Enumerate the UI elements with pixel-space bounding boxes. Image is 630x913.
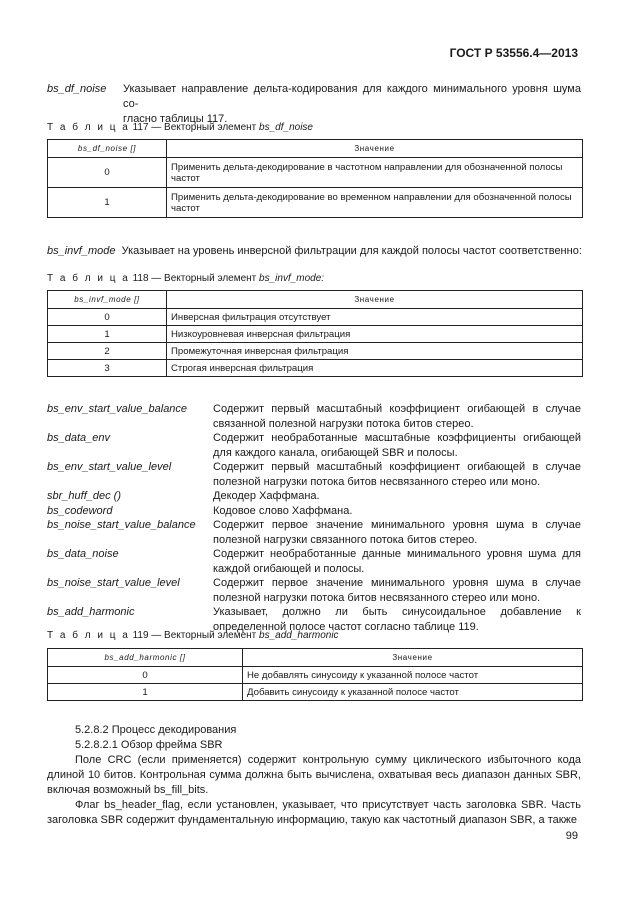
definition-list [47, 402, 581, 634]
def-row: bs_noise_start_value_level Содержит первое значение минимального уровня шума в случае полезной нагрузки потока битов несвязанного стерео или моно. [47, 577, 581, 604]
table-119 [47, 648, 583, 701]
term: bs_invf_mode [47, 245, 116, 257]
def-row: bs_data_env Содержит необработанные масштабные коэффициенты огибающей для каждого канала, огибающей SBR и полосы. [47, 432, 581, 459]
table-row: 0 Не добавлять синусоиду к указанной полосе частот [48, 667, 583, 684]
col-header: bs_add_harmonic [] [48, 649, 243, 667]
table-118-caption: Т а б л и ц а 118 — Векторный элемент bs_invf_mode: [47, 273, 325, 284]
table-row: 1 Применить дельта-декодирование во временном направлении для обозначенной полосы частот [48, 188, 583, 218]
table-row: 1 Добавить синусоиду к указанной полосе частот [48, 684, 583, 701]
table-row: 2 Промежуточная инверсная фильтрация [48, 343, 583, 360]
table-row: 3 Строгая инверсная фильтрация [48, 360, 583, 377]
document-header: ГОСТ Р 53556.4—2013 [449, 46, 578, 60]
table-row: 0 Применить дельта-декодирование в частотном направлении для обозначенной полосы частот [48, 158, 583, 188]
col-header: Значение [167, 291, 583, 309]
def-row: sbr_huff_dec () Декодер Хаффмана. [47, 490, 320, 502]
table-118 [47, 290, 583, 377]
term: bs_df_noise [47, 83, 107, 95]
desc-cont: гласно таблицы 117. [123, 113, 228, 125]
def-row: bs_env_start_value_balance Содержит первый масштабный коэффициент огибающей в случае связанной полезной нагрузки потока битов стерео. [47, 403, 581, 430]
table-row: 1 Низкоуровневая инверсная фильтрация [48, 326, 583, 343]
col-header: bs_invf_mode [] [48, 291, 167, 309]
para-header-flag: Флаг bs_header_flag, если установлен, указывает, что присутствует часть заголовка SBR. Часть заголовка SBR содержит фундаментальную информацию, такую как частотный диапазон SBR, а также [47, 799, 581, 826]
def-row: bs_add_harmonic Указывает, должно ли быть синусоидальное добавление к определенной полосе частот согласно таблице 119. [47, 606, 581, 633]
page-number: 99 [565, 830, 578, 842]
table-117-caption: Т а б л и ц а 117 — Векторный элемент bs_df_noise [47, 122, 313, 133]
col-header: Значение [167, 140, 583, 158]
col-header: bs_df_noise [] [48, 140, 167, 158]
table-119-caption: Т а б л и ц а 119 — Векторный элемент bs_add_harmonic [47, 630, 339, 641]
def-row: bs_noise_start_value_balance Содержит первое значение минимального уровня шума в случае полезной нагрузки связанного потока битов стерео. [47, 519, 581, 546]
para-bs-invf-mode [47, 244, 587, 259]
table-row: 0 Инверсная фильтрация отсутствует [48, 309, 583, 326]
def-row: bs_codeword Кодовое слово Хаффмана. [47, 504, 353, 517]
table-117 [47, 139, 583, 218]
para-bs-df-noise [47, 82, 581, 127]
desc: Указывает направление дельта-кодирования для каждого минимального уровня шума со- [123, 83, 581, 110]
subsection-heading: 5.2.8.2.1 Обзор фрейма SBR [75, 739, 223, 751]
desc: Указывает на уровень инверсной фильтрации для каждой полосы частот соответственно: [121, 245, 582, 257]
col-header: Значение [243, 649, 583, 667]
def-row: bs_env_start_value_level Содержит первый масштабный коэффициент огибающей в случае полезной нагрузки потока битов несвязанного стерео или моно. [47, 461, 581, 488]
section-heading: 5.2.8.2 Процесс декодирования [75, 724, 237, 736]
para-crc: Поле CRC (если применяется) содержит контрольную сумму циклического избыточного кода длиной 10 битов. Контрольная сумма должна быть вычислена, охватывая весь диапазон данных SBR, включая возможный bs_fill_bits. [47, 754, 581, 796]
def-row: bs_data_noise Содержит необработанные данные минимального уровня шума для каждой огибающей и полосы. [47, 548, 581, 575]
